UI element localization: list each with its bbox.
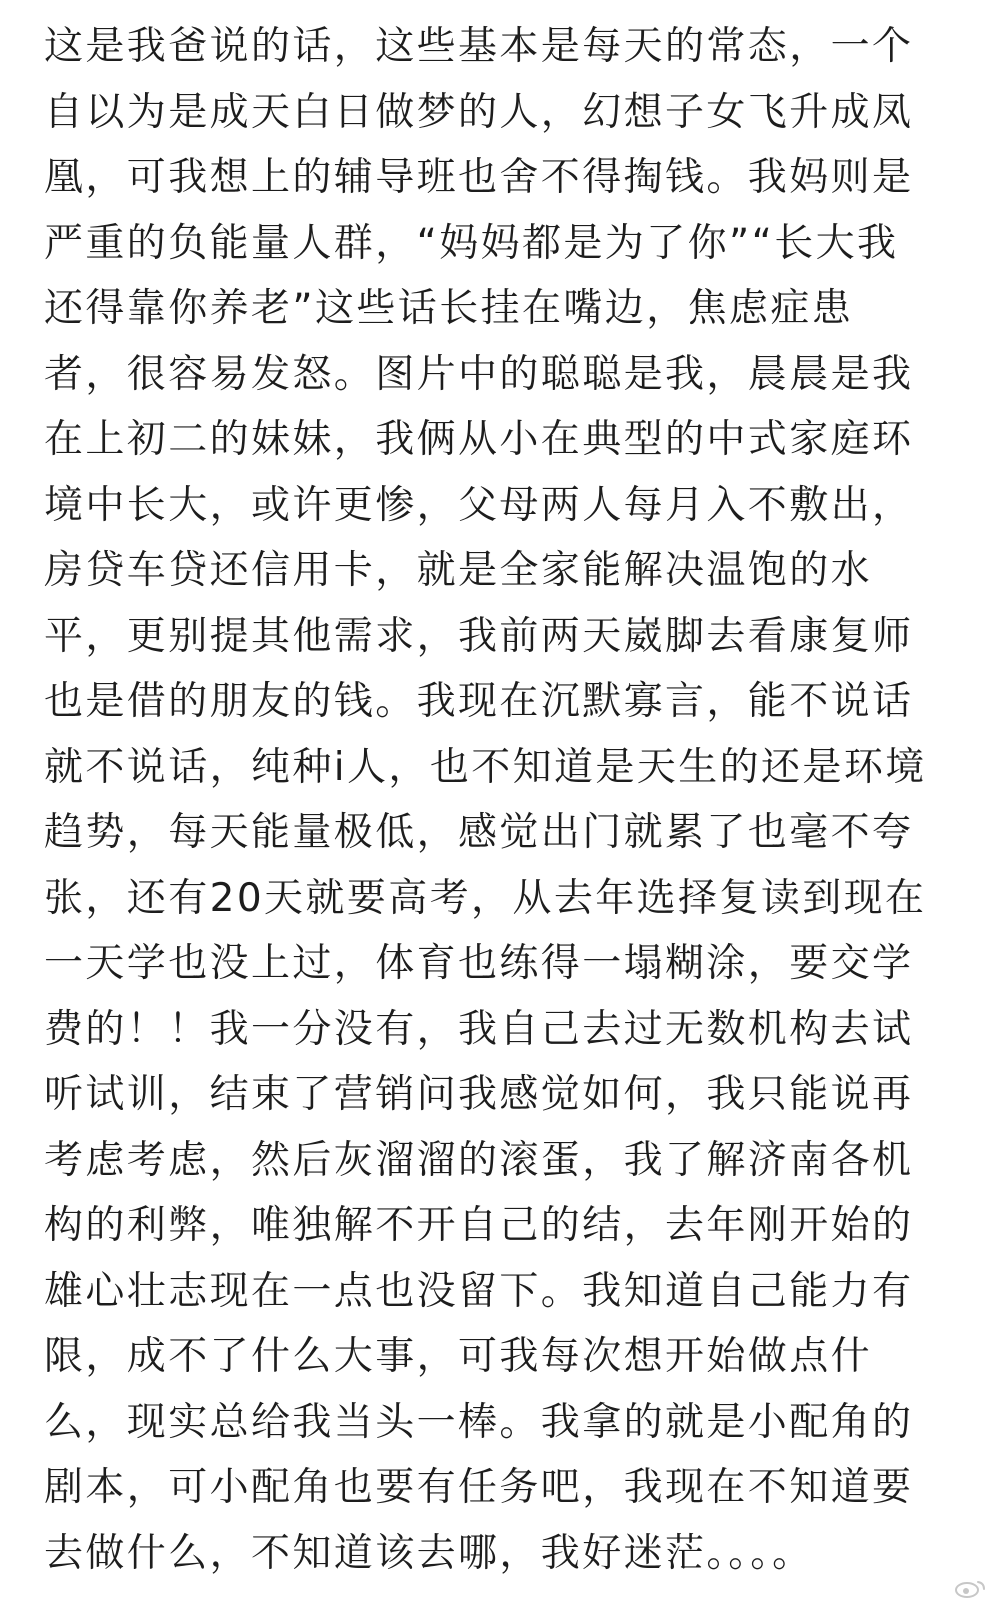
post-text-line: 趋势，每天能量极低，感觉出门就累了也毫不夸 [44, 810, 914, 855]
post-text-line: 凰，可我想上的辅导班也舍不得掏钱。我妈则是 [44, 155, 914, 200]
post-text-line: 房贷车贷还信用卡，就是全家能解决温饱的水 [44, 548, 873, 593]
post-text-line: 一天学也没上过，体育也练得一塌糊涂，要交学 [44, 941, 914, 986]
post-text-line: 去做什么，不知道该去哪，我好迷茫。。。。 [44, 1530, 814, 1576]
post-text-line: 境中长大，或许更惨，父母两人每月入不敷出， [44, 482, 914, 528]
post-text-line: 雄心壮志现在一点也没留下。我知道自己能力有 [44, 1268, 914, 1314]
post-text-line: 在上初二的妹妹，我俩从小在典型的中式家庭环 [44, 417, 914, 462]
post-text-line: 也是借的朋友的钱。我现在沉默寡言，能不说话 [44, 679, 914, 724]
post-text-line: 这是我爸说的话，这些基本是每天的常态，一个 [44, 24, 914, 69]
weibo-logo-icon [954, 1578, 988, 1598]
post-text-line: 还得靠你养老”这些话长挂在嘴边，焦虑症患 [44, 286, 854, 331]
post-text-line: 者，很容易发怒。图片中的聪聪是我，晨晨是我 [44, 351, 914, 397]
post-text-line: 自以为是成天白日做梦的人，幻想子女飞升成凤 [44, 89, 914, 135]
post-text-line: 就不说话，纯种i人，也不知道是天生的还是环境 [44, 744, 927, 790]
post-text-line: 限，成不了什么大事，可我每次想开始做点什 [44, 1334, 873, 1379]
post-text-line: 费的！！我一分没有，我自己去过无数机构去试 [44, 1006, 914, 1052]
post-text-line: 张，还有20天就要高考，从去年选择复读到现在 [44, 875, 927, 921]
post-text-line: 听试训，结束了营销问我感觉如何，我只能说再 [44, 1072, 914, 1117]
post-text-line: 平，更别提其他需求，我前两天崴脚去看康复师 [44, 613, 914, 659]
post-text-line: 么，现实总给我当头一棒。我拿的就是小配角的 [44, 1399, 914, 1445]
post-text-line: 剧本，可小配角也要有任务吧，我现在不知道要 [44, 1465, 914, 1510]
post-text-line: 构的利弊，唯独解不开自己的结，去年刚开始的 [44, 1203, 914, 1248]
post-text-line: 严重的负能量人群，“妈妈都是为了你”“长大我 [44, 220, 899, 266]
post-text-line: 考虑考虑，然后灰溜溜的滚蛋，我了解济南各机 [44, 1137, 914, 1183]
